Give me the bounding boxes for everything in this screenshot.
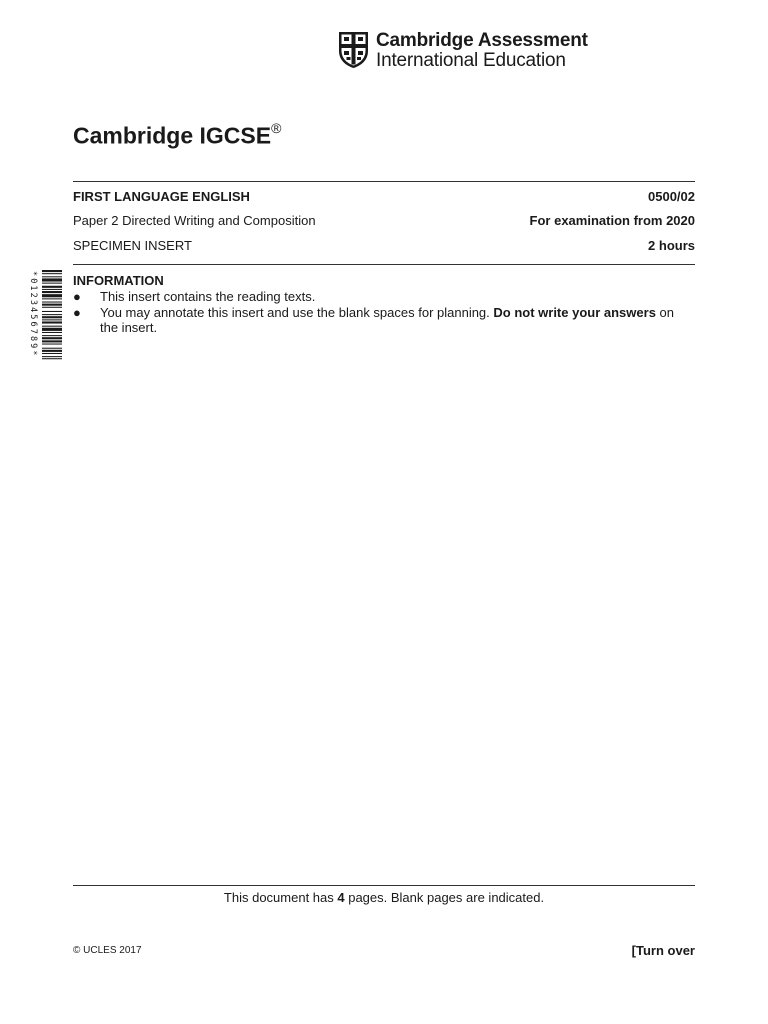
header-row-insert	[73, 238, 695, 253]
info-bullet-2-after: on the insert.	[100, 305, 675, 335]
barcode-bar	[42, 348, 62, 349]
footer-rule	[73, 885, 695, 886]
header-row-subject	[73, 189, 695, 204]
barcode-bar	[42, 335, 62, 336]
barcode-bar	[42, 314, 62, 315]
barcode-bar	[42, 286, 62, 288]
barcode-bar	[42, 356, 62, 357]
logo-line-1: Cambridge Assessment	[376, 30, 588, 51]
page-count-after: pages. Blank pages are indicated.	[344, 890, 545, 905]
barcode-bar	[42, 358, 62, 359]
barcode-bar	[42, 304, 62, 306]
info-bullet-2	[73, 305, 695, 335]
barcode-bar	[42, 302, 62, 303]
info-bullet-1-text: This insert contains the reading texts.	[100, 289, 316, 304]
barcode-bar	[42, 340, 62, 342]
info-bullet-1	[73, 289, 695, 304]
barcode-bar	[42, 278, 62, 281]
barcode-bar	[42, 307, 62, 308]
barcode-bar	[42, 350, 62, 352]
barcode-bar	[42, 276, 62, 277]
barcode-bar	[42, 337, 62, 339]
registered-mark: ®	[271, 120, 282, 136]
logo-line-2: International Education	[376, 50, 566, 71]
cambridge-crest-icon	[338, 31, 369, 69]
bullet-icon: ●	[73, 305, 81, 320]
exam-from: For examination from 2020	[529, 213, 695, 228]
insert-label: SPECIMEN INSERT	[73, 238, 192, 253]
barcode-bar	[42, 344, 62, 345]
info-bullet-2-before: You may annotate this insert and use the blank spaces for planning.	[100, 305, 494, 320]
barcode-bar	[42, 289, 62, 290]
subject-name: FIRST LANGUAGE ENGLISH	[73, 189, 250, 204]
page-count-before: This document has	[223, 890, 338, 905]
barcode-bar	[42, 332, 62, 333]
duration: 2 hours	[648, 238, 695, 253]
header-row-paper	[73, 213, 695, 228]
barcode-bar	[42, 294, 62, 297]
paper-title: Paper 2 Directed Writing and Composition	[73, 213, 316, 228]
header-top-rule	[73, 181, 695, 182]
cambridge-logo	[338, 31, 588, 71]
barcode-bar	[42, 353, 62, 354]
header-bottom-rule	[73, 264, 695, 265]
info-bullet-2-bold: Do not write your answers	[493, 305, 656, 320]
barcode-bar	[42, 328, 62, 331]
barcode-bar	[42, 316, 62, 318]
barcode-digits: *0123456789*	[28, 271, 38, 358]
information-heading: INFORMATION	[73, 273, 164, 288]
info-bullet-2-text	[100, 305, 695, 335]
syllabus-code: 0500/02	[648, 189, 695, 204]
barcode	[28, 270, 62, 398]
barcode-bar	[42, 283, 62, 284]
turn-over-label: [Turn over	[631, 943, 695, 958]
barcode-bar	[42, 270, 62, 272]
copyright: © UCLES 2017	[73, 945, 142, 956]
barcode-bar	[42, 273, 62, 274]
barcode-bar	[42, 291, 62, 293]
title-text: Cambridge IGCSE	[73, 122, 272, 149]
page-count-note	[73, 890, 695, 905]
barcode-bar	[42, 321, 62, 323]
page-title	[73, 122, 281, 150]
barcode-bar	[42, 311, 62, 312]
page-count-number: 4	[337, 890, 345, 905]
barcode-bar	[42, 326, 62, 327]
bullet-icon: ●	[73, 289, 81, 304]
barcode-bar	[42, 298, 62, 299]
barcode-bar	[42, 319, 62, 320]
